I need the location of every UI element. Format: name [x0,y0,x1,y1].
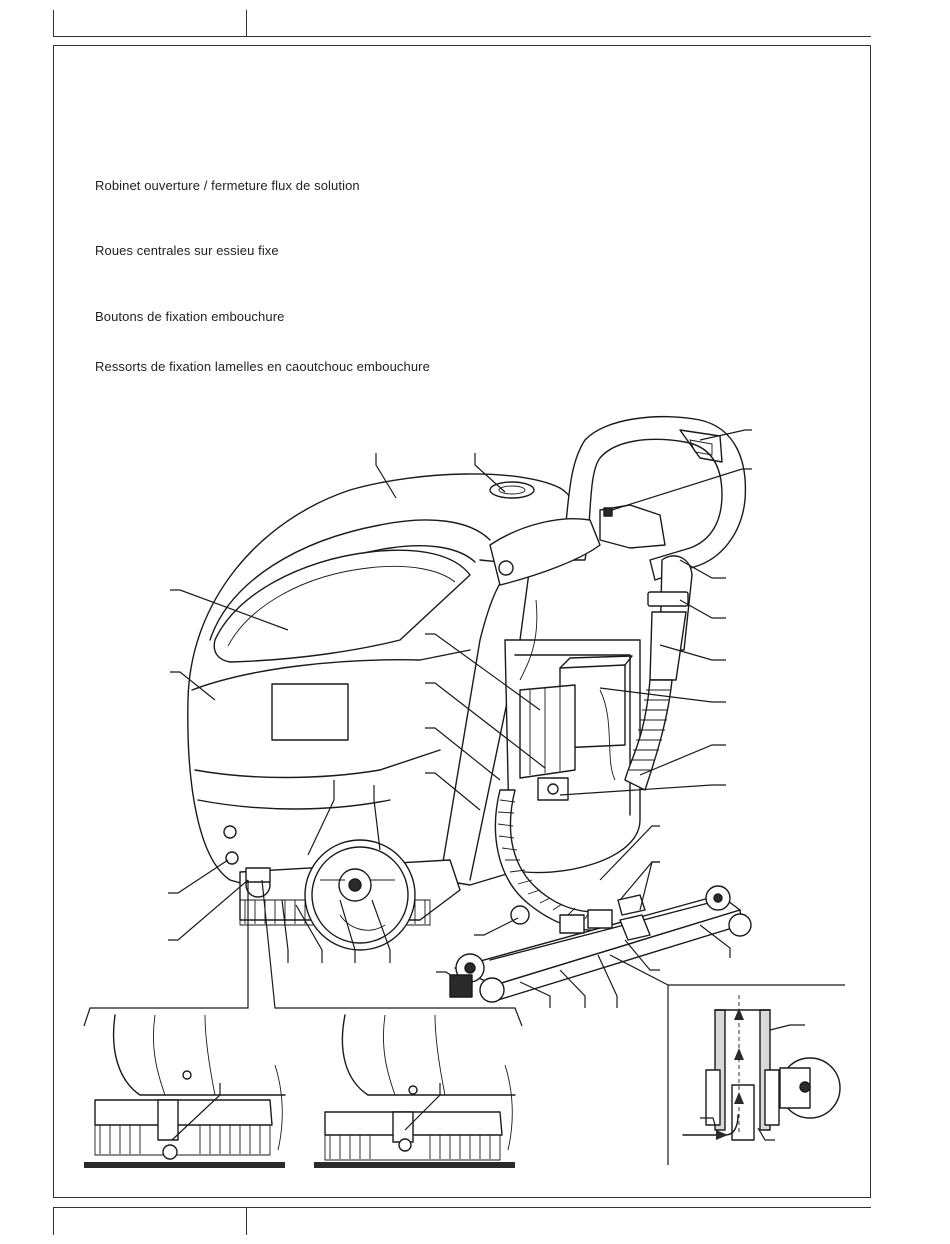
inset-cross-section [668,985,845,1165]
rear-housing [505,600,640,873]
inset-squeegee-raised [84,1015,285,1168]
inset-squeegee-lowered [314,1015,515,1168]
caption-solution-valve: Robinet ouverture / fermeture flux de solution [95,178,360,193]
caption-squeegee-knobs: Boutons de fixation embouchure [95,309,285,324]
caption-squeegee-springs: Ressorts de fixation lamelles en caoutchouc embouchure [95,359,430,374]
caption-central-wheels: Roues centrales sur essieu fixe [95,243,279,258]
